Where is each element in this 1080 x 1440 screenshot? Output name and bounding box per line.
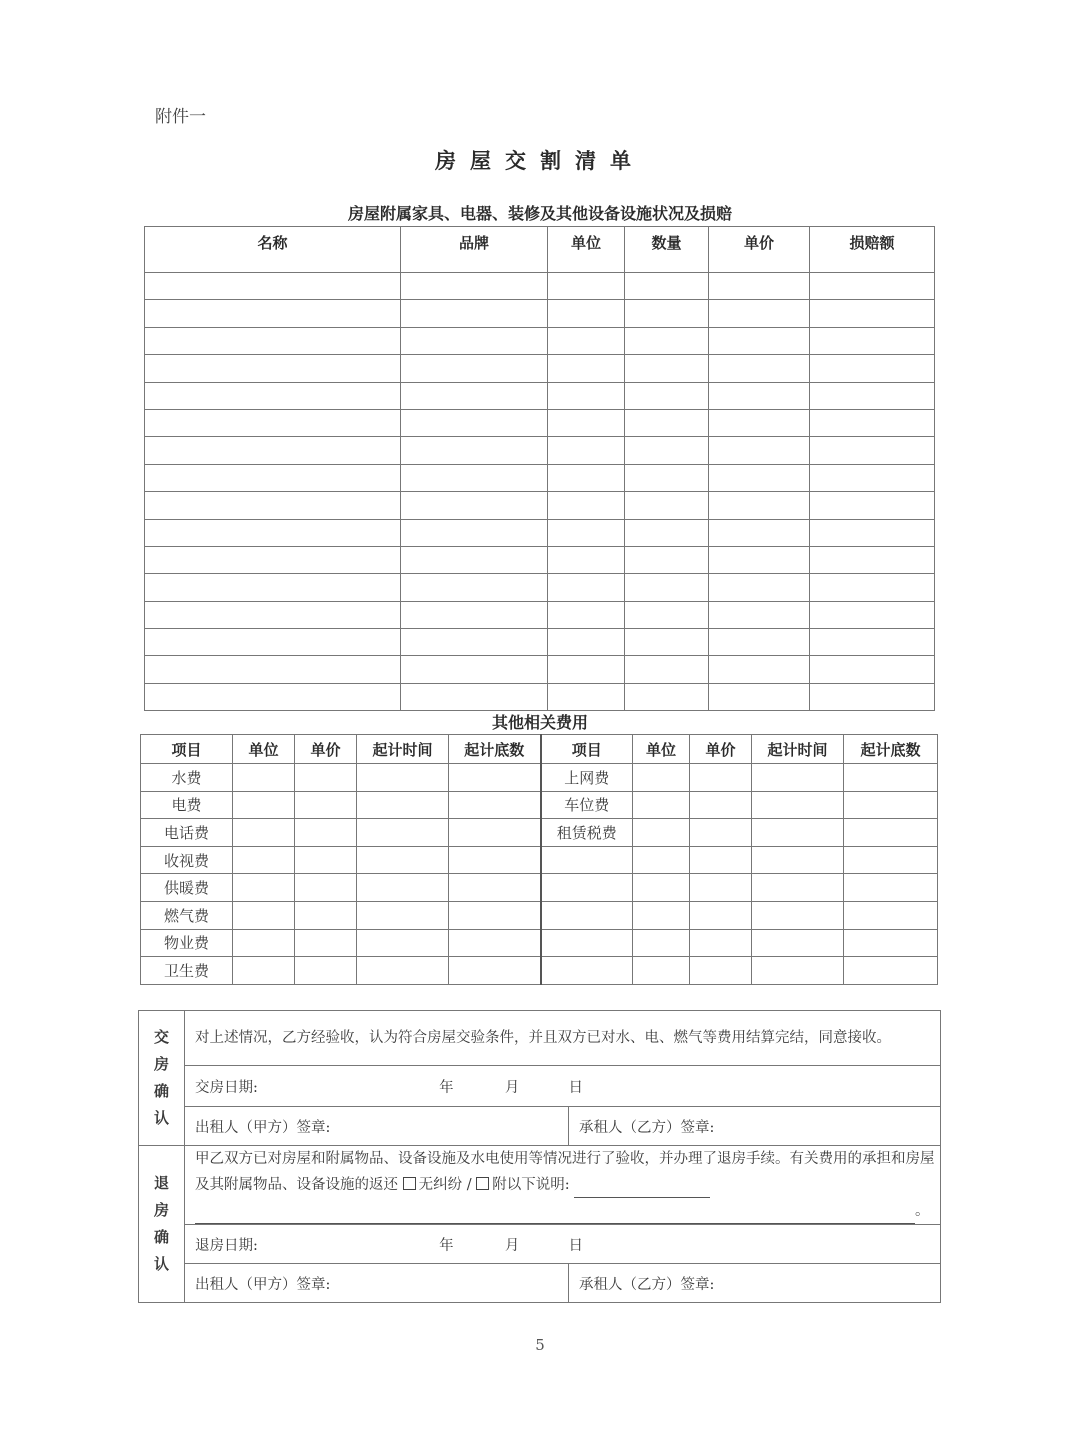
table-cell[interactable] [295, 846, 357, 874]
table-cell[interactable] [709, 355, 810, 382]
header-name: 名称 [145, 227, 401, 273]
table-cell[interactable] [548, 601, 625, 628]
table-cell[interactable] [709, 656, 810, 683]
table-cell[interactable] [709, 683, 810, 710]
table-cell[interactable] [690, 957, 752, 985]
table-cell[interactable] [752, 957, 844, 985]
table-body [145, 273, 935, 711]
table-cell[interactable] [633, 819, 690, 847]
table-cell[interactable] [625, 327, 709, 354]
table-cell[interactable] [709, 519, 810, 546]
table-cell[interactable] [357, 791, 449, 819]
table-cell[interactable] [752, 819, 844, 847]
table-cell[interactable] [752, 791, 844, 819]
header-unit-price: 单价 [295, 735, 357, 764]
table-cell[interactable] [690, 846, 752, 874]
table-row [141, 764, 938, 792]
table-cell[interactable] [810, 492, 935, 519]
table-cell[interactable] [295, 819, 357, 847]
table-cell[interactable] [233, 929, 295, 957]
table-cell[interactable] [357, 874, 449, 902]
table-cell[interactable] [401, 355, 548, 382]
table-cell[interactable] [709, 409, 810, 436]
fee-item-left: 收视费 [141, 846, 233, 874]
table-cell[interactable] [633, 874, 690, 902]
table-cell[interactable] [548, 492, 625, 519]
table-cell[interactable] [401, 437, 548, 464]
table-cell[interactable] [690, 929, 752, 957]
table-cell[interactable] [548, 574, 625, 601]
handover-date-row [185, 1066, 941, 1107]
table-cell[interactable] [233, 819, 295, 847]
table-cell[interactable] [449, 764, 541, 792]
day-label: 日 [568, 1079, 584, 1096]
header-brand: 品牌 [401, 227, 548, 273]
table-cell[interactable] [449, 901, 541, 929]
table-cell[interactable] [548, 683, 625, 710]
table-cell[interactable] [633, 846, 690, 874]
table-cell[interactable] [145, 300, 401, 327]
table-cell[interactable] [145, 546, 401, 573]
table-cell[interactable] [625, 492, 709, 519]
table-cell[interactable] [810, 629, 935, 656]
table-cell[interactable] [233, 791, 295, 819]
month-label: 月 [504, 1237, 520, 1254]
table-cell[interactable] [625, 409, 709, 436]
table-cell[interactable] [357, 957, 449, 985]
table-cell[interactable] [709, 629, 810, 656]
table-cell[interactable] [401, 464, 548, 491]
return-date-row [185, 1225, 941, 1264]
fee-item-right [541, 901, 633, 929]
table-cell[interactable] [810, 355, 935, 382]
table-row [145, 683, 935, 710]
no-dispute-label: 无纠纷 [418, 1177, 463, 1193]
table-cell[interactable] [810, 464, 935, 491]
table-cell[interactable] [633, 764, 690, 792]
table-cell[interactable] [449, 791, 541, 819]
page-title: 房屋交割清单 [435, 149, 645, 173]
table-cell[interactable] [633, 901, 690, 929]
table-cell[interactable] [548, 464, 625, 491]
table-cell[interactable] [625, 574, 709, 601]
table-cell[interactable] [709, 327, 810, 354]
table-cell[interactable] [810, 273, 935, 300]
fee-item-right: 租赁税费 [541, 819, 633, 847]
handover-tenant-signature: 承租人（乙方）签章: [569, 1107, 941, 1146]
table-cell[interactable] [401, 273, 548, 300]
table-cell[interactable] [145, 355, 401, 382]
table-cell[interactable] [633, 957, 690, 985]
table-cell[interactable] [844, 957, 938, 985]
fee-item-left: 水费 [141, 764, 233, 792]
handover-landlord-signature: 出租人（甲方）签章: [185, 1107, 569, 1146]
header-unit: 单位 [633, 735, 690, 764]
return-landlord-signature: 出租人（甲方）签章: [185, 1264, 569, 1303]
table-cell[interactable] [810, 519, 935, 546]
fee-item-right [541, 957, 633, 985]
table-cell[interactable] [625, 601, 709, 628]
table-cell[interactable] [810, 546, 935, 573]
table-cell[interactable] [145, 409, 401, 436]
attached-note-label: 附以下说明: [492, 1177, 570, 1193]
table-cell[interactable] [690, 764, 752, 792]
table-cell[interactable] [233, 957, 295, 985]
table-row [141, 957, 938, 985]
table-cell[interactable] [145, 382, 401, 409]
table-cell[interactable] [145, 574, 401, 601]
table-row [145, 409, 935, 436]
table-cell[interactable] [752, 874, 844, 902]
fee-item-left: 电话费 [141, 819, 233, 847]
fee-item-left: 燃气费 [141, 901, 233, 929]
table-cell[interactable] [709, 574, 810, 601]
table-cell[interactable] [625, 464, 709, 491]
fee-item-right [541, 929, 633, 957]
table-cell[interactable] [401, 492, 548, 519]
table-cell[interactable] [548, 300, 625, 327]
table-cell[interactable] [449, 957, 541, 985]
table-cell[interactable] [709, 437, 810, 464]
table-cell[interactable] [625, 519, 709, 546]
return-confirm-label: 退 房 确 认 [139, 1146, 185, 1303]
table-row [141, 791, 938, 819]
table-cell[interactable] [401, 519, 548, 546]
end-mark: 。 [915, 1203, 930, 1219]
table-cell[interactable] [810, 409, 935, 436]
table-cell[interactable] [709, 273, 810, 300]
table-body [141, 764, 938, 985]
table-cell[interactable] [233, 764, 295, 792]
header-start-time: 起计时间 [752, 735, 844, 764]
table-cell[interactable] [752, 929, 844, 957]
table-row [145, 382, 935, 409]
table-cell[interactable] [233, 901, 295, 929]
table-cell[interactable] [709, 546, 810, 573]
table-row [145, 656, 935, 683]
section2-subtitle: 其他相关费用 [491, 713, 588, 732]
table-cell[interactable] [357, 901, 449, 929]
table-cell[interactable] [810, 300, 935, 327]
table-cell[interactable] [844, 901, 938, 929]
header-item: 项目 [141, 735, 233, 764]
table-cell[interactable] [401, 683, 548, 710]
year-label: 年 [439, 1079, 454, 1096]
table-row [141, 846, 938, 874]
table-cell[interactable] [145, 437, 401, 464]
table-cell[interactable] [145, 656, 401, 683]
table-cell[interactable] [357, 764, 449, 792]
table-row [141, 819, 938, 847]
table-cell[interactable] [401, 382, 548, 409]
handover-confirm-label: 交 房 确 认 [139, 1011, 185, 1146]
attachment-label: 附件一 [155, 107, 206, 127]
table-cell[interactable] [633, 929, 690, 957]
table-cell[interactable] [709, 382, 810, 409]
return-statement-cell: 甲乙双方已对房屋和附属物品、设备设施及水电使用等情况进行了验收，并办理了退房手续。有关费用的承担和房屋及其附属物品、设备设施的返还 无纠纷 / 附以下说明: 。 [185, 1146, 941, 1225]
section1-subtitle: 房屋附属家具、电器、装修及其他设备设施状况及损赔 [347, 204, 732, 223]
table-cell[interactable] [625, 273, 709, 300]
table-cell[interactable] [295, 764, 357, 792]
year-label: 年 [439, 1237, 454, 1254]
table-cell[interactable] [295, 929, 357, 957]
table-cell[interactable] [690, 791, 752, 819]
table-row [141, 874, 938, 902]
table-cell[interactable] [625, 683, 709, 710]
table-cell[interactable] [145, 492, 401, 519]
table-cell[interactable] [625, 656, 709, 683]
return-tenant-signature: 承租人（乙方）签章: [569, 1264, 941, 1303]
table-cell[interactable] [633, 791, 690, 819]
table-cell[interactable] [295, 791, 357, 819]
table-cell[interactable] [548, 629, 625, 656]
table-cell[interactable] [145, 683, 401, 710]
table-cell[interactable] [401, 601, 548, 628]
table-row [145, 273, 935, 300]
table-cell[interactable] [548, 546, 625, 573]
table-cell[interactable] [709, 601, 810, 628]
header-unit-price: 单价 [690, 735, 752, 764]
table-cell[interactable] [844, 819, 938, 847]
table-cell[interactable] [401, 300, 548, 327]
table-cell[interactable] [357, 819, 449, 847]
table-cell[interactable] [548, 355, 625, 382]
table-cell[interactable] [690, 819, 752, 847]
table-row [145, 519, 935, 546]
table-cell[interactable] [233, 874, 295, 902]
header-start-reading: 起计底数 [449, 735, 541, 764]
fee-item-left: 供暖费 [141, 874, 233, 902]
table-cell[interactable] [449, 819, 541, 847]
header-start-reading: 起计底数 [844, 735, 938, 764]
header-item: 项目 [541, 735, 633, 764]
fee-item-right [541, 874, 633, 902]
table-cell[interactable] [690, 901, 752, 929]
table-cell[interactable] [844, 929, 938, 957]
no-dispute-checkbox[interactable] [403, 1177, 416, 1190]
table-cell[interactable] [401, 409, 548, 436]
table-row [145, 300, 935, 327]
table-cell[interactable] [625, 546, 709, 573]
header-unit: 单位 [233, 735, 295, 764]
table-cell[interactable] [145, 273, 401, 300]
table-cell[interactable] [625, 437, 709, 464]
table-row [141, 929, 938, 957]
table-cell[interactable] [548, 437, 625, 464]
table-cell[interactable] [810, 656, 935, 683]
table-cell[interactable] [401, 327, 548, 354]
return-date-label: 退房日期: [195, 1237, 258, 1254]
table-cell[interactable] [145, 601, 401, 628]
header-unit-price: 单价 [709, 227, 810, 273]
table-cell[interactable] [295, 957, 357, 985]
table-cell[interactable] [810, 437, 935, 464]
furniture-damage-table [144, 226, 935, 711]
table-cell[interactable] [752, 764, 844, 792]
table-cell[interactable] [690, 874, 752, 902]
table-cell[interactable] [709, 492, 810, 519]
table-cell[interactable] [810, 683, 935, 710]
fee-item-left: 物业费 [141, 929, 233, 957]
table-row [141, 901, 938, 929]
table-cell[interactable] [449, 846, 541, 874]
table-row [145, 574, 935, 601]
table-cell[interactable] [625, 629, 709, 656]
table-cell[interactable] [810, 574, 935, 601]
table-cell[interactable] [548, 382, 625, 409]
table-cell[interactable] [709, 464, 810, 491]
table-cell[interactable] [401, 629, 548, 656]
table-cell[interactable] [625, 300, 709, 327]
fee-item-left: 卫生费 [141, 957, 233, 985]
header-start-time: 起计时间 [357, 735, 449, 764]
month-label: 月 [504, 1079, 520, 1096]
table-cell[interactable] [145, 464, 401, 491]
table-header-row [145, 227, 935, 273]
table-cell[interactable] [844, 846, 938, 874]
table-cell[interactable] [548, 656, 625, 683]
return-statement: 甲乙双方已对房屋和附属物品、设备设施及水电使用等情况进行了验收，并办理了退房手续。有关费用的承担和房屋及其附属物品、设备设施的返还 [195, 1151, 935, 1193]
table-cell[interactable] [548, 327, 625, 354]
day-label: 日 [568, 1237, 584, 1254]
header-damage-amount: 损赔额 [810, 227, 935, 273]
table-cell[interactable] [844, 791, 938, 819]
fee-item-right [541, 846, 633, 874]
table-cell[interactable] [844, 874, 938, 902]
table-cell[interactable] [295, 901, 357, 929]
table-cell[interactable] [625, 355, 709, 382]
table-cell[interactable] [145, 519, 401, 546]
table-row [145, 355, 935, 382]
table-cell[interactable] [449, 929, 541, 957]
table-cell[interactable] [295, 874, 357, 902]
page-number: 5 [535, 1336, 545, 1354]
table-cell[interactable] [548, 409, 625, 436]
table-row [145, 601, 935, 628]
confirmation-table [138, 1010, 941, 1303]
table-row [145, 492, 935, 519]
note-fill-line[interactable] [574, 1197, 710, 1198]
table-header-row [141, 735, 938, 764]
table-cell[interactable] [401, 574, 548, 601]
table-cell[interactable] [145, 327, 401, 354]
table-cell[interactable] [625, 382, 709, 409]
table-cell[interactable] [709, 300, 810, 327]
table-cell[interactable] [548, 519, 625, 546]
note-fill-line-2[interactable] [195, 1223, 915, 1224]
table-row [145, 629, 935, 656]
header-unit: 单位 [548, 227, 625, 273]
table-row [145, 327, 935, 354]
fee-item-right: 车位费 [541, 791, 633, 819]
fee-item-left: 电费 [141, 791, 233, 819]
table-cell[interactable] [810, 601, 935, 628]
other-fees-table [140, 734, 938, 985]
table-cell[interactable] [449, 874, 541, 902]
table-cell[interactable] [548, 273, 625, 300]
table-cell[interactable] [145, 629, 401, 656]
handover-date-label: 交房日期: [195, 1079, 258, 1096]
table-row [145, 464, 935, 491]
table-cell[interactable] [752, 901, 844, 929]
header-quantity: 数量 [625, 227, 709, 273]
table-cell[interactable] [810, 382, 935, 409]
table-cell[interactable] [401, 656, 548, 683]
attached-note-checkbox[interactable] [476, 1177, 489, 1190]
table-cell[interactable] [233, 846, 295, 874]
table-cell[interactable] [357, 846, 449, 874]
table-cell[interactable] [357, 929, 449, 957]
table-cell[interactable] [844, 764, 938, 792]
table-row [145, 546, 935, 573]
table-cell[interactable] [401, 546, 548, 573]
handover-statement: 对上述情况，乙方经验收，认为符合房屋交验条件，并且双方已对水、电、燃气等费用结算完结，同意接收。 [185, 1011, 941, 1066]
table-cell[interactable] [810, 327, 935, 354]
fee-item-right: 上网费 [541, 764, 633, 792]
table-row [145, 437, 935, 464]
table-cell[interactable] [752, 846, 844, 874]
